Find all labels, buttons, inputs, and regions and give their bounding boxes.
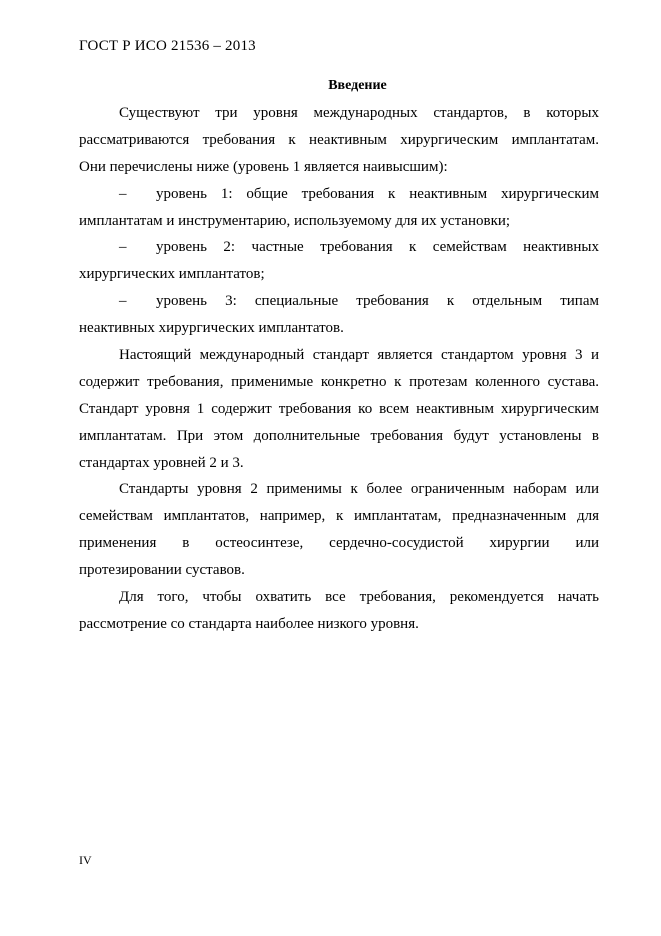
paragraph-line: Они перечислены ниже (уровень 1 является наивысшим): — [79, 158, 448, 175]
list-dash: – — [119, 239, 127, 256]
list-dash: – — [119, 185, 127, 202]
list-item-text: уровень 1: общие требования к неактивным хирургическим — [156, 185, 599, 202]
list-item — [79, 234, 599, 261]
paragraph-line: рассматриваются требования к неактивным хирургическим имплантатам. — [79, 131, 599, 148]
list-item-continuation: имплантатам и инструментарию, используемому для их установки; — [79, 212, 511, 229]
paragraph-line: протезировании суставов. — [79, 562, 245, 579]
list-item — [79, 181, 599, 208]
standard-code-header: ГОСТ Р ИСО 21536 – 2013 — [79, 38, 256, 54]
paragraph-line: Стандарты уровня 2 применимы к более ограниченным наборам или — [119, 481, 599, 498]
list-item-continuation: хирургических имплантатов; — [79, 266, 265, 283]
paragraph-line: имплантатам. При этом дополнительные требования будут установлены в — [79, 427, 599, 444]
list-item-continuation: неактивных хирургических имплантатов. — [79, 320, 344, 337]
list-item-text: уровень 2: частные требования к семействам неактивных — [156, 239, 599, 256]
paragraph-line: рассмотрение со стандарта наиболее низкого уровня. — [79, 615, 419, 632]
paragraph-line: Стандарт уровня 1 содержит требования ко всем неактивным хирургическим — [79, 400, 599, 417]
paragraph-line: семействам имплантатов, например, к имплантатам, предназначенным для — [79, 508, 599, 525]
page-number: IV — [79, 853, 92, 867]
paragraph-line: Существуют три уровня международных стандартов, в которых — [119, 105, 599, 121]
paragraph-line: стандартах уровней 2 и 3. — [79, 454, 244, 471]
list-item — [79, 288, 599, 315]
paragraph-line: применения в остеосинтезе, сердечно-сосудистой хирургии или — [79, 535, 599, 552]
list-dash: – — [119, 293, 127, 310]
paragraph-line: содержит требования, применимые конкретно к протезам коленного сустава. — [79, 373, 599, 390]
section-title: Введение — [328, 78, 387, 93]
paragraph-line: Настоящий международный стандарт является стандартом уровня 3 и — [119, 347, 599, 364]
document-body — [79, 100, 599, 638]
list-item-text: уровень 3: специальные требования к отдельным типам — [156, 293, 599, 310]
paragraph-line: Для того, чтобы охватить все требования, рекомендуется начать — [119, 589, 599, 606]
